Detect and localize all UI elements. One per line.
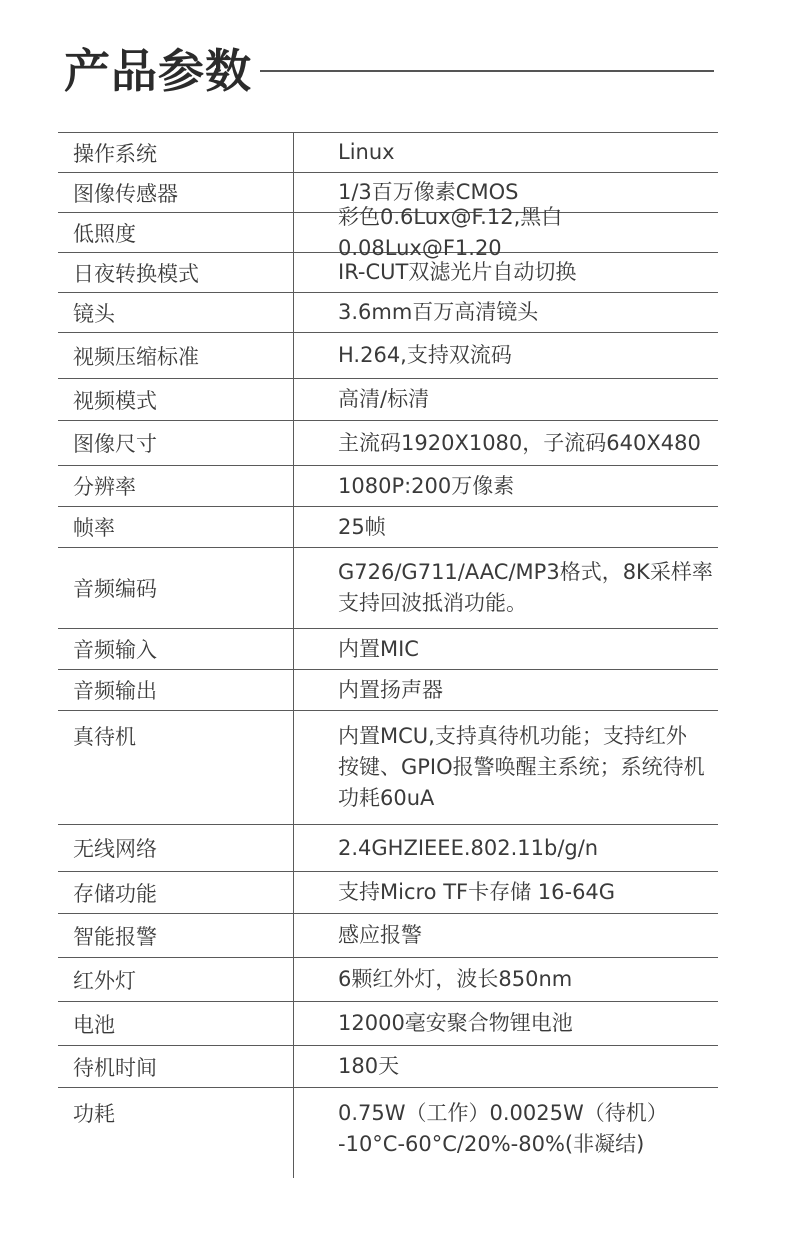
table-row — [58, 914, 718, 958]
spec-value — [293, 958, 718, 1001]
spec-value — [293, 914, 718, 957]
table-row — [58, 204, 718, 260]
table-row — [58, 466, 718, 507]
spec-value-text: 6颗红外灯，波长850nm — [338, 967, 573, 991]
spec-label: 操作系统 — [73, 141, 157, 166]
spec-value — [293, 466, 718, 506]
table-row — [58, 1088, 718, 1178]
page-header — [64, 36, 714, 106]
spec-label: 视频模式 — [73, 388, 157, 413]
table-row — [58, 253, 718, 293]
table-row — [58, 711, 718, 825]
table-row — [58, 133, 718, 173]
spec-label: 功耗 — [73, 1102, 115, 1126]
spec-value — [293, 421, 718, 465]
spec-value — [293, 711, 718, 824]
table-row — [58, 872, 718, 914]
spec-value-text: 0.75W（工作）0.0025W（待机） -10°C-60°C/20%-80%(非凝结) — [338, 1101, 668, 1156]
spec-value — [293, 333, 718, 378]
spec-value-text: 1080P:200万像素 — [338, 473, 515, 498]
spec-value-text: 支持Micro TF卡存储 16-64G — [338, 880, 616, 904]
spec-value — [293, 133, 718, 172]
spec-value — [293, 872, 718, 913]
spec-label: 真待机 — [73, 725, 136, 749]
table-row — [58, 548, 718, 629]
spec-label: 音频输入 — [73, 638, 157, 662]
spec-value-text: 内置扬声器 — [338, 677, 443, 702]
spec-value — [293, 379, 718, 420]
spec-value — [293, 825, 718, 871]
spec-value-text: G726/G711/AAC/MP3格式，8K采样率 支持回波抵消功能。 — [338, 560, 713, 615]
spec-label: 视频压缩标准 — [73, 344, 199, 369]
spec-label: 镜头 — [73, 301, 115, 326]
spec-value — [293, 548, 718, 628]
spec-label: 无线网络 — [73, 837, 157, 861]
table-row — [58, 379, 718, 421]
spec-value — [293, 253, 718, 292]
title-divider — [260, 70, 714, 72]
spec-label: 帧率 — [73, 516, 115, 540]
page-title: 产品参数 — [64, 44, 252, 98]
spec-label: 图像传感器 — [73, 181, 178, 206]
spec-value-text: 高清/标清 — [338, 387, 430, 411]
table-row — [58, 421, 718, 466]
table-row — [58, 1046, 718, 1088]
spec-value-text: 主流码1920X1080，子流码640X480 — [338, 430, 701, 455]
spec-value — [293, 629, 718, 669]
spec-value-text: 感应报警 — [338, 923, 422, 947]
spec-label: 智能报警 — [73, 924, 157, 949]
spec-value-text: 1/3百万像素CMOS — [338, 180, 519, 204]
table-row — [58, 1002, 718, 1046]
spec-value-text: Linux — [338, 140, 395, 164]
spec-label: 音频输出 — [73, 679, 157, 703]
spec-value — [293, 670, 718, 710]
table-row — [58, 958, 718, 1002]
spec-value-text: 180天 — [338, 1054, 400, 1078]
spec-value-text: H.264,支持双流码 — [338, 343, 512, 367]
table-row — [58, 825, 718, 872]
spec-label: 红外灯 — [73, 968, 136, 993]
spec-label: 电池 — [73, 1012, 115, 1037]
spec-value — [293, 1002, 718, 1045]
table-row — [58, 670, 718, 711]
spec-label: 待机时间 — [73, 1055, 157, 1080]
spec-value-text: 12000毫安聚合物锂电池 — [338, 1011, 573, 1035]
spec-label: 日夜转换模式 — [73, 261, 199, 286]
spec-label: 分辨率 — [73, 475, 136, 499]
spec-value-text: 25帧 — [338, 514, 386, 539]
table-row — [58, 629, 718, 670]
spec-value-text: 内置MCU,支持真待机功能；支持红外 按键、GPIO报警唤醒主系统；系统待机 功耗60uA — [338, 724, 705, 810]
spec-value-text: 彩色0.6Lux@F.12,黑白0.08Lux@F1.20 — [338, 204, 563, 260]
spec-table — [58, 132, 718, 1178]
table-row — [58, 293, 718, 333]
spec-value-text: IR-CUT双滤光片自动切换 — [338, 260, 577, 284]
spec-value-text: 2.4GHZIEEE.802.11b/g/n — [338, 835, 599, 860]
spec-value — [293, 507, 718, 547]
spec-label: 音频编码 — [73, 577, 157, 601]
spec-value — [293, 1088, 718, 1178]
spec-value-text: 3.6mm百万高清镜头 — [338, 300, 539, 324]
spec-value — [293, 293, 718, 332]
spec-value — [293, 204, 718, 260]
spec-label: 存储功能 — [73, 881, 157, 906]
spec-value-text: 内置MIC — [338, 636, 419, 661]
spec-label: 图像尺寸 — [73, 432, 157, 456]
spec-value — [293, 1046, 718, 1087]
spec-label: 低照度 — [73, 221, 136, 246]
table-row — [58, 507, 718, 548]
table-row — [58, 333, 718, 379]
